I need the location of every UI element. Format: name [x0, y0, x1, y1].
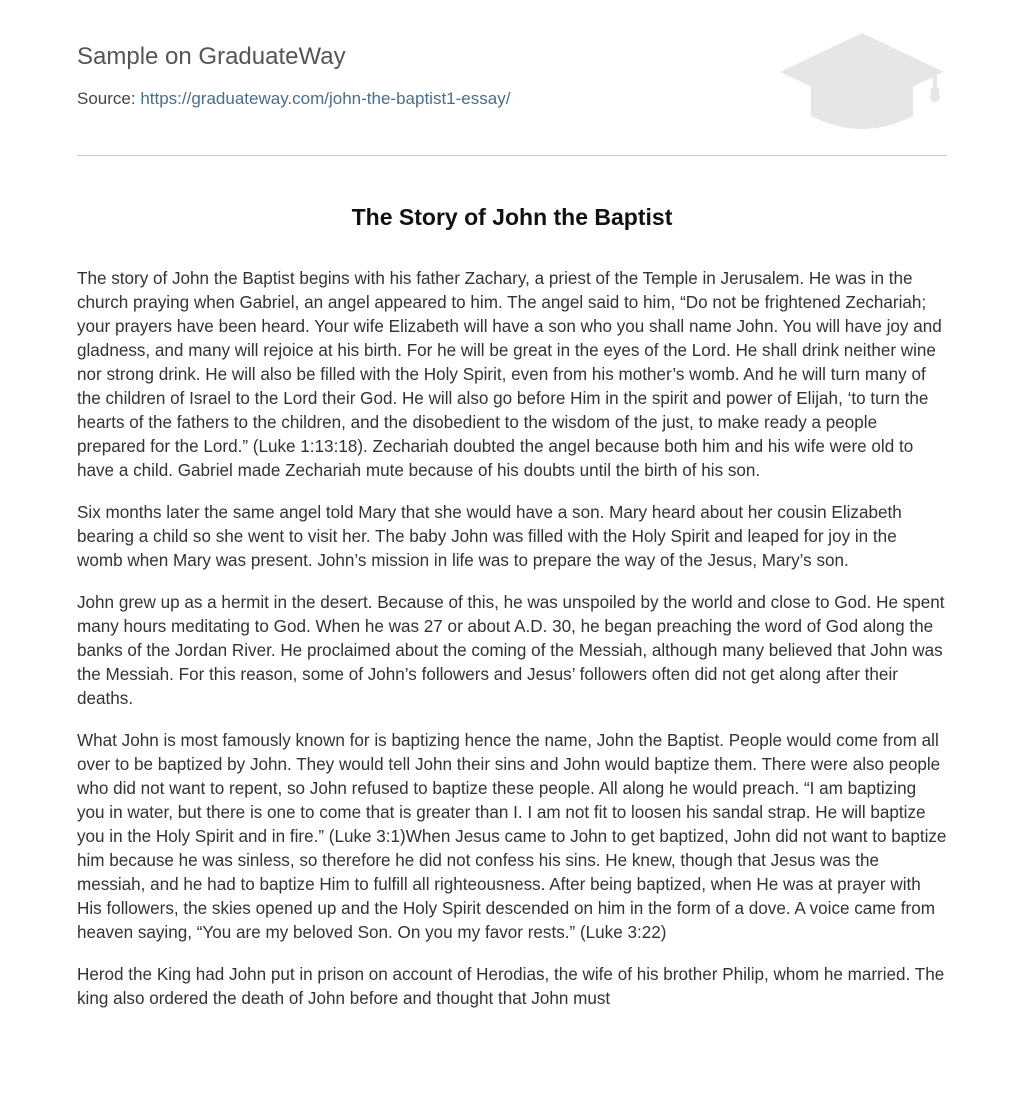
document-title: The Story of John the Baptist — [351, 204, 673, 230]
paragraph: Herod the King had John put in prison on account of Herodias, the wife of his brother Philip, whom he married. The king also ordered the death of John before and thought that John must — [77, 965, 945, 1008]
paragraph: The story of John the Baptist begins with his father Zachary, a priest of the Temple in Jerusalem. He was in the church praying when Gabriel, an angel appeared to him. The angel said to him, “Do not be frightened Zechariah; your prayers have been heard. Your wife Elizabeth will have a son who you shall name John. You will have joy and gladness, and many will rejoice at his birth. For he will be great in the eyes of the Lord. He shall drink neither wine nor strong drink. He will also be filled with the Holy Spirit, even from his mother’s womb. And he will turn many of the children of Israel to the Lord their God. He will also go before Him in the spirit and power of Elijah, ‘to turn the hearts of the fathers to the children, and the disobedient to the wisdom of the just, to make ready a people prepared for the Lord.” (Luke 1:13:18). Zechariah doubted the angel because both him and his wife were old to have a child. Gabriel made Zechariah mute because of his doubts until the birth of his son. — [77, 269, 942, 480]
paragraph: John grew up as a hermit in the desert. Because of this, he was unspoiled by the world and close to God. He spent many hours meditating to God. When he was 27 or about A.D. 30, he began preaching the word of God along the banks of the Jordan River. He proclaimed about the coming of the Messiah, although many believed that John was the Messiah. For this reason, some of John’s followers and Jesus’ followers often did not get along after their deaths. — [77, 593, 945, 708]
graduation-cap-icon — [777, 30, 947, 135]
header-divider — [77, 155, 947, 156]
source-line — [77, 89, 510, 109]
paragraph: Six months later the same angel told Mary that she would have a son. Mary heard about her cousin Elizabeth bearing a child so she went to visit her. The baby John was filled with the Holy Spirit and leaped for joy in the womb when Mary was present. John’s mission in life was to prepare the way of the Jesus, Mary’s son. — [77, 503, 902, 570]
source-label: Source: — [77, 89, 136, 108]
paragraph: What John is most famously known for is baptizing hence the name, John the Baptist. People would come from all over to be baptized by John. They would tell John their sins and John would baptize them. There were also people who did not want to repent, so John refused to baptize these people. All along he would preach. “I am baptizing you in water, but there is one to come that is greater than I. I am not fit to loosen his sandal strap. He will baptize you in the Holy Spirit and in fire.” (Luke 3:1)When Jesus came to John to get baptized, John did not want to baptize him because he was sinless, so therefore he did not confess his sins. He knew, though that Jesus was the messiah, and he had to baptize Him to fulfill all righteousness. After being baptized, when He was at prayer with His followers, the skies opened up and the Holy Spirit descended on him in the form of a dove. A voice came from heaven saying, “You are my beloved Son. On you my favor rests.” (Luke 3:22) — [77, 731, 947, 942]
essay-body — [77, 267, 947, 1029]
page-header — [77, 0, 947, 156]
site-title: Sample on GraduateWay — [77, 43, 346, 70]
source-link[interactable]: https://graduateway.com/john-the-baptist1-essay/ — [140, 89, 511, 108]
